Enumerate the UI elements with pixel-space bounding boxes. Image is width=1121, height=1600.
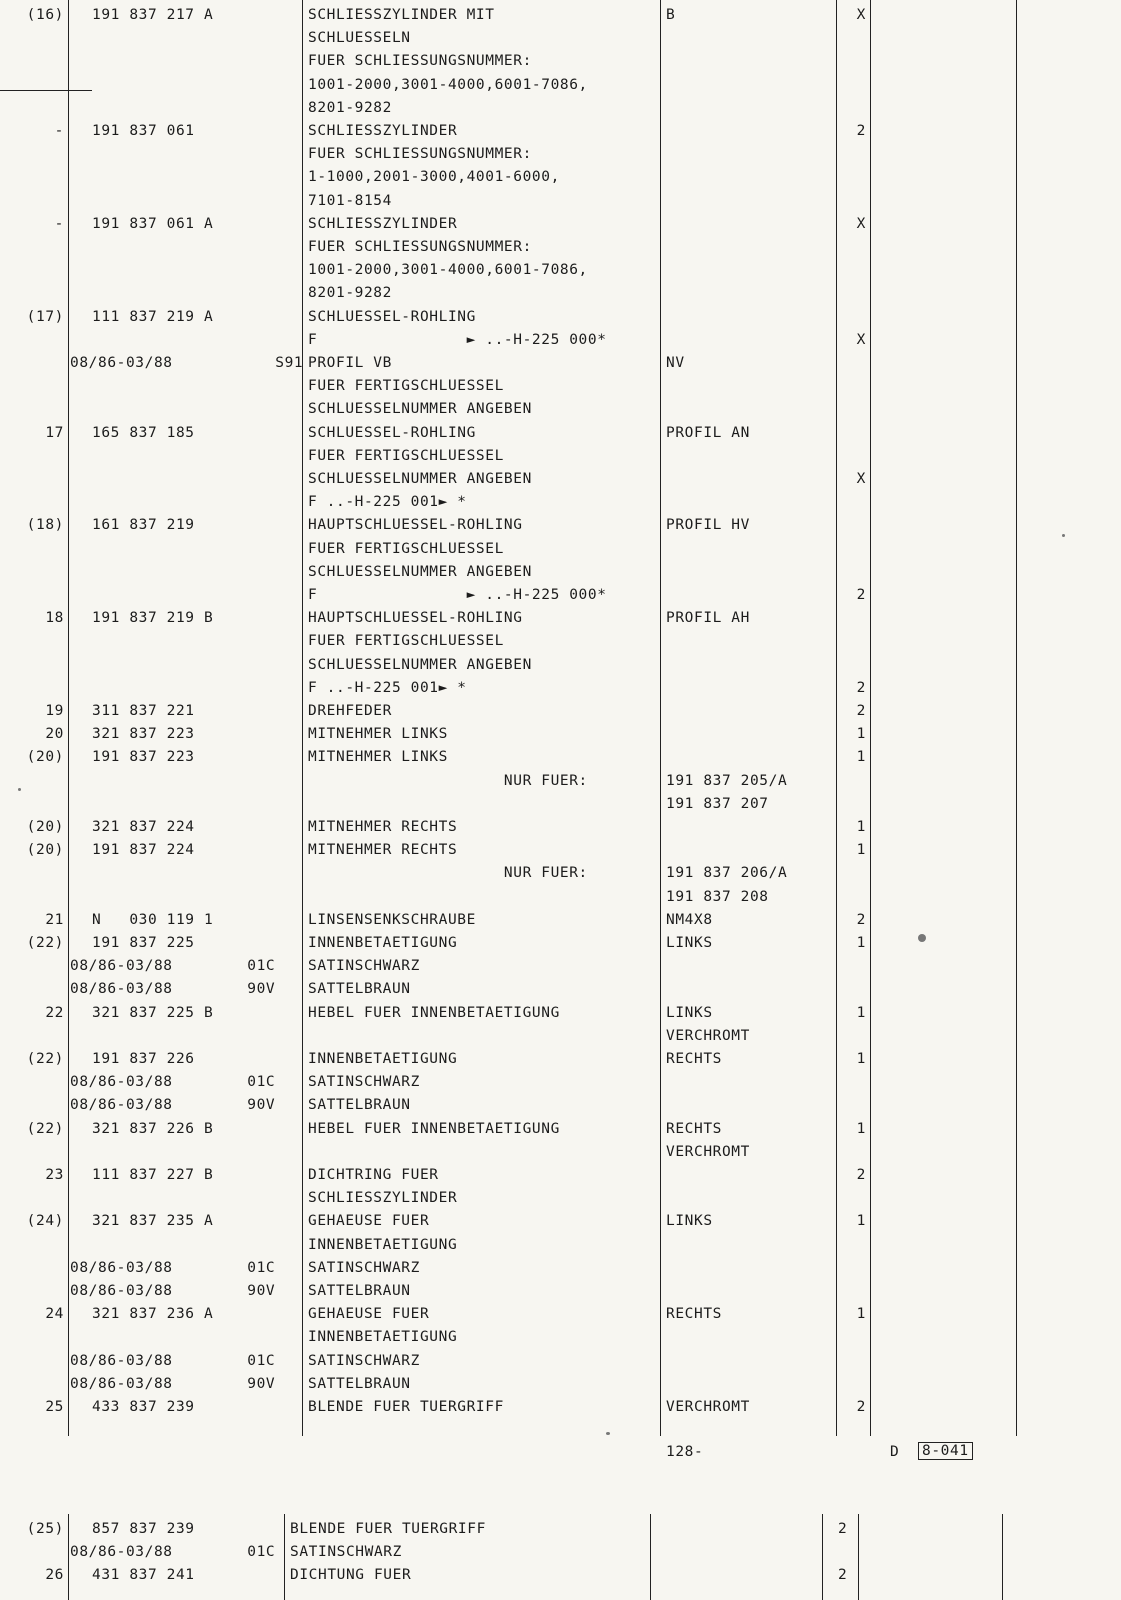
description-line: BLENDE FUER TUERGRIFF — [308, 1399, 504, 1415]
part-number: 321 837 235 A — [92, 1213, 214, 1230]
remark: LINKS — [666, 1213, 713, 1230]
item-number: - — [54, 215, 64, 232]
column-rule — [836, 0, 837, 1436]
item-number: (20) — [26, 749, 64, 766]
scan-speck — [1062, 534, 1065, 537]
quantity: 2 — [856, 911, 866, 928]
description-line: DICHTUNG FUER — [290, 1567, 412, 1583]
part-number: 321 837 226 B — [92, 1120, 214, 1137]
description-line: FUER SCHLIESSUNGSNUMMER: — [308, 146, 532, 163]
part-number: 191 837 061 — [92, 123, 195, 139]
quantity: 1 — [856, 935, 866, 951]
remark: PROFIL AH — [666, 610, 750, 627]
item-number: 21 — [45, 911, 64, 928]
column-rule — [858, 1514, 859, 1600]
remark: VERCHROMT — [666, 1143, 750, 1160]
item-number: (22) — [26, 1051, 64, 1067]
description-line: SATTELBRAUN — [308, 1375, 411, 1392]
description-line: SATINSCHWARZ — [290, 1544, 402, 1560]
quantity: 1 — [856, 749, 866, 766]
item-number: (25) — [26, 1521, 64, 1537]
description-line: GEHAEUSE FUER — [308, 1306, 430, 1323]
description-line: MITNEHMER RECHTS — [308, 819, 458, 835]
part-number: 321 837 223 — [92, 726, 195, 743]
remark: RECHTS — [666, 1051, 722, 1067]
description-line: NUR FUER: — [308, 772, 588, 789]
description-line: GEHAEUSE FUER — [308, 1213, 430, 1230]
description-line: SCHLUESSELN — [308, 30, 411, 47]
description-line: SATINSCHWARZ — [308, 958, 420, 975]
date-range-code: 08/86-03/88 90V — [70, 1097, 276, 1114]
item-number: 24 — [45, 1306, 64, 1323]
part-number: 191 837 219 B — [92, 610, 214, 627]
description-line: BLENDE FUER TUERGRIFF — [290, 1521, 486, 1537]
date-range-code: 08/86-03/88 01C — [70, 1352, 276, 1369]
item-number: 23 — [45, 1167, 64, 1183]
section-code: 8-041 — [918, 1442, 973, 1460]
description-line: LINSENSENKSCHRAUBE — [308, 911, 476, 928]
quantity: 1 — [856, 842, 866, 859]
part-number: 311 837 221 — [92, 703, 195, 719]
remark: B — [666, 7, 676, 23]
part-number: 191 837 225 — [92, 935, 195, 951]
column-rule — [870, 0, 871, 1436]
date-range-code: 08/86-03/88 01C — [70, 1259, 276, 1276]
description-line: F ► ..-H-225 000* — [308, 331, 607, 348]
part-number: 191 837 061 A — [92, 215, 214, 232]
remark: RECHTS — [666, 1306, 722, 1323]
description-line: HEBEL FUER INNENBETAETIGUNG — [308, 1120, 560, 1137]
description-line: FUER SCHLIESSUNGSNUMMER: — [308, 53, 532, 70]
column-rule — [1016, 0, 1017, 1436]
description-line: HEBEL FUER INNENBETAETIGUNG — [308, 1004, 560, 1021]
description-line: MITNEHMER LINKS — [308, 749, 448, 766]
column-rule — [284, 1514, 285, 1600]
description-line: HAUPTSCHLUESSEL-ROHLING — [308, 517, 523, 534]
description-line: 8201-9282 — [308, 99, 392, 116]
item-number: (22) — [26, 1120, 64, 1137]
scan-speck — [918, 934, 926, 942]
part-number: 111 837 219 A — [92, 308, 214, 325]
remark: 191 837 208 — [666, 888, 769, 905]
date-range-code: 08/86-03/88 90V — [70, 1375, 276, 1392]
part-number: 321 837 236 A — [92, 1306, 214, 1323]
remark: 191 837 207 — [666, 795, 769, 812]
remark: NV — [666, 355, 685, 371]
column-rule — [650, 1514, 651, 1600]
item-number: (20) — [26, 819, 64, 835]
part-number: 321 837 224 — [92, 819, 195, 835]
description-line: SCHLIESSZYLINDER MIT — [308, 7, 495, 23]
part-number: 433 837 239 — [92, 1399, 195, 1415]
item-number: 26 — [45, 1567, 64, 1583]
remark: NM4X8 — [666, 911, 713, 928]
item-number: (24) — [26, 1213, 64, 1230]
description-line: SATTELBRAUN — [308, 1097, 411, 1114]
description-line: F ..-H-225 001► * — [308, 679, 467, 696]
description-line: 1001-2000,3001-4000,6001-7086, — [308, 262, 588, 279]
item-number: (22) — [26, 935, 64, 951]
quantity: 1 — [856, 1213, 866, 1230]
item-number: - — [54, 123, 64, 139]
quantity: 1 — [856, 1306, 866, 1323]
scan-speck — [18, 788, 21, 791]
date-range-code: 08/86-03/88 01C — [70, 958, 276, 975]
remark: PROFIL AN — [666, 424, 750, 441]
column-rule — [660, 0, 661, 1436]
quantity: X — [856, 7, 866, 23]
description-line: FUER FERTIGSCHLUESSEL — [308, 378, 504, 395]
description-line: F ..-H-225 001► * — [308, 494, 467, 511]
description-line: SCHLIESSZYLINDER — [308, 1190, 458, 1207]
description-line: MITNEHMER RECHTS — [308, 842, 458, 859]
remark: 191 837 205/A — [666, 772, 788, 789]
description-line: SCHLIESSZYLINDER — [308, 215, 458, 232]
description-line: FUER FERTIGSCHLUESSEL — [308, 540, 504, 557]
page-number: 128- — [666, 1444, 704, 1460]
remark: LINKS — [666, 1004, 713, 1021]
part-number: 191 837 226 — [92, 1051, 195, 1067]
item-number: 18 — [45, 610, 64, 627]
remark: LINKS — [666, 935, 713, 951]
item-number: 19 — [45, 703, 64, 719]
quantity: 2 — [856, 123, 866, 139]
quantity: 2 — [856, 1399, 866, 1415]
column-rule — [68, 1514, 69, 1600]
item-number: 20 — [45, 726, 64, 743]
part-number: 111 837 227 B — [92, 1167, 214, 1183]
item-number: (18) — [26, 517, 64, 534]
quantity: 1 — [856, 1051, 866, 1067]
quantity: X — [856, 215, 866, 232]
part-number: 857 837 239 — [92, 1521, 195, 1537]
description-line: SATTELBRAUN — [308, 1283, 411, 1299]
description-line: SCHLUESSELNUMMER ANGEBEN — [308, 563, 532, 580]
quantity: 2 — [856, 587, 866, 603]
part-number: 191 837 217 A — [92, 7, 214, 23]
quantity: X — [856, 331, 866, 348]
column-rule — [822, 1514, 823, 1600]
description-line: INNENBETAETIGUNG — [308, 1236, 458, 1253]
item-number: (20) — [26, 842, 64, 859]
item-number: 25 — [45, 1399, 64, 1415]
description-line: 1-1000,2001-3000,4001-6000, — [308, 169, 560, 186]
divider — [0, 90, 92, 91]
quantity: 1 — [856, 1004, 866, 1021]
quantity: 2 — [856, 703, 866, 719]
column-rule — [302, 0, 303, 1436]
description-line: SCHLUESSELNUMMER ANGEBEN — [308, 401, 532, 418]
description-line: INNENBETAETIGUNG — [308, 935, 458, 951]
description-line: SATINSCHWARZ — [308, 1074, 420, 1091]
column-rule — [68, 0, 69, 1436]
description-line: 7101-8154 — [308, 192, 392, 209]
part-number: 191 837 223 — [92, 749, 195, 766]
column-rule — [1002, 1514, 1003, 1600]
description-line: FUER SCHLIESSUNGSNUMMER: — [308, 239, 532, 255]
item-number: 22 — [45, 1004, 64, 1021]
description-line: SATINSCHWARZ — [308, 1352, 420, 1369]
description-line: 1001-2000,3001-4000,6001-7086, — [308, 76, 588, 93]
quantity: 2 — [856, 679, 866, 696]
item-number: 17 — [45, 424, 64, 441]
description-line: DREHFEDER — [308, 703, 392, 719]
description-line: SCHLUESSELNUMMER ANGEBEN — [308, 656, 532, 673]
item-number: (16) — [26, 7, 64, 23]
date-range-code: 08/86-03/88 01C — [70, 1074, 276, 1091]
quantity: 1 — [856, 819, 866, 835]
description-line: SCHLUESSELNUMMER ANGEBEN — [308, 471, 532, 487]
part-number: 321 837 225 B — [92, 1004, 214, 1021]
description-line: FUER FERTIGSCHLUESSEL — [308, 633, 504, 650]
language-code: D — [890, 1444, 900, 1460]
description-line: F ► ..-H-225 000* — [308, 587, 607, 603]
description-line: NUR FUER: — [308, 865, 588, 882]
date-range-code: 08/86-03/88 90V — [70, 1283, 276, 1299]
remark: 191 837 206/A — [666, 865, 788, 882]
scan-speck — [606, 1432, 610, 1435]
date-range-code: 08/86-03/88 01C — [70, 1544, 276, 1560]
description-line: SATTELBRAUN — [308, 981, 411, 998]
quantity: 2 — [856, 1167, 866, 1183]
remark: PROFIL HV — [666, 517, 750, 534]
description-line: FUER FERTIGSCHLUESSEL — [308, 447, 504, 464]
date-range-code: 08/86-03/88 S91 — [70, 355, 304, 371]
part-number: N 030 119 1 — [92, 911, 214, 928]
description-line: SATINSCHWARZ — [308, 1259, 420, 1276]
part-number: 191 837 224 — [92, 842, 195, 859]
remark: RECHTS — [666, 1120, 722, 1137]
date-range-code: 08/86-03/88 90V — [70, 981, 276, 998]
quantity: 1 — [856, 1120, 866, 1137]
quantity: 2 — [838, 1521, 848, 1537]
item-number: (17) — [26, 308, 64, 325]
description-line: DICHTRING FUER — [308, 1167, 439, 1183]
remark: VERCHROMT — [666, 1027, 750, 1044]
part-number: 161 837 219 — [92, 517, 195, 534]
remark: VERCHROMT — [666, 1399, 750, 1415]
part-number: 165 837 185 — [92, 424, 195, 441]
description-line: SCHLUESSEL-ROHLING — [308, 424, 476, 441]
description-line: SCHLUESSEL-ROHLING — [308, 308, 476, 325]
quantity: X — [856, 471, 866, 487]
description-line: 8201-9282 — [308, 285, 392, 302]
description-line: MITNEHMER LINKS — [308, 726, 448, 743]
description-line: INNENBETAETIGUNG — [308, 1051, 458, 1067]
description-line: INNENBETAETIGUNG — [308, 1329, 458, 1346]
quantity: 2 — [838, 1567, 848, 1583]
part-number: 431 837 241 — [92, 1567, 195, 1583]
description-line: SCHLIESSZYLINDER — [308, 123, 458, 139]
description-line: PROFIL VB — [308, 355, 392, 371]
quantity: 1 — [856, 726, 866, 743]
description-line: HAUPTSCHLUESSEL-ROHLING — [308, 610, 523, 627]
